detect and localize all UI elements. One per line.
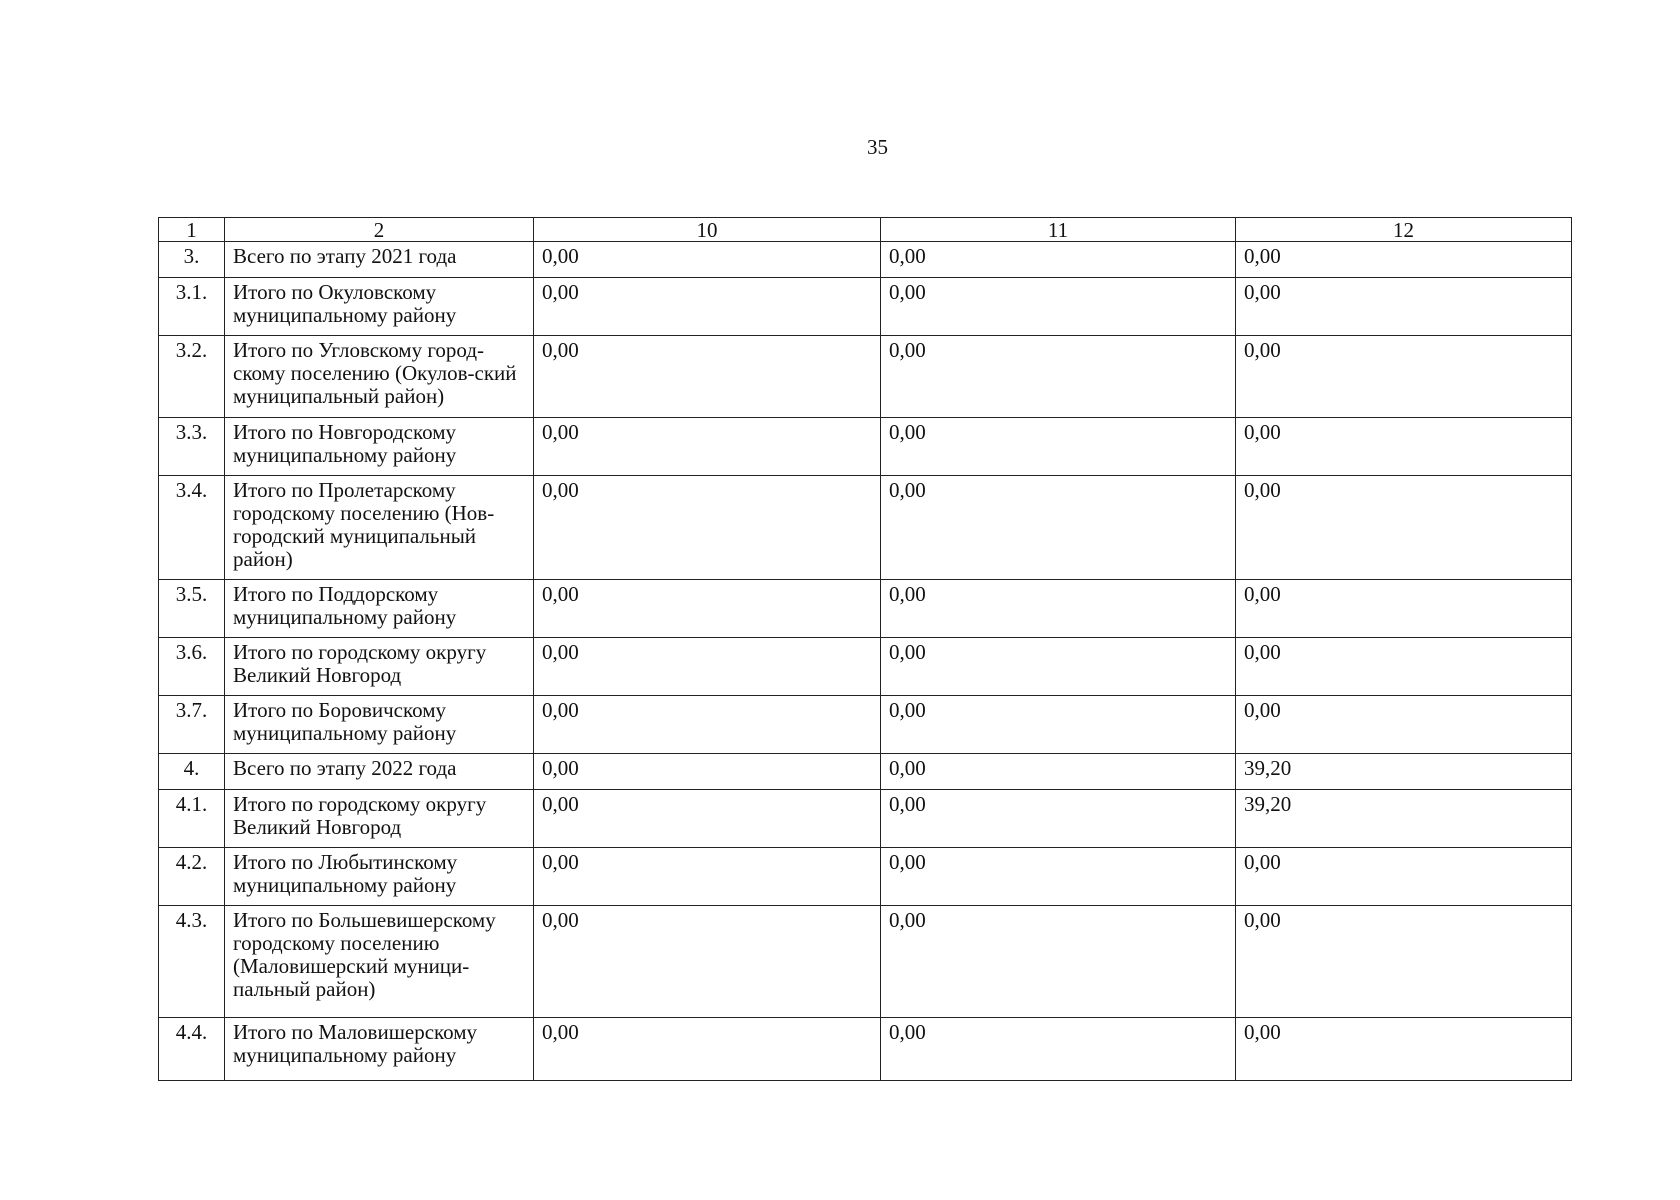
value-col-11: 0,00	[881, 790, 1236, 848]
row-number: 3.1.	[159, 278, 225, 336]
row-number: 4.3.	[159, 906, 225, 1018]
value-col-10: 0,00	[534, 848, 881, 906]
table-row	[159, 418, 1572, 476]
row-number: 3.3.	[159, 418, 225, 476]
value-col-10: 0,00	[534, 418, 881, 476]
row-number: 3.6.	[159, 638, 225, 696]
value-col-11: 0,00	[881, 336, 1236, 418]
value-col-11: 0,00	[881, 638, 1236, 696]
value-col-11: 0,00	[881, 754, 1236, 790]
header-col-10: 10	[534, 218, 881, 242]
value-col-11: 0,00	[881, 242, 1236, 278]
value-col-11: 0,00	[881, 1018, 1236, 1081]
value-col-10: 0,00	[534, 242, 881, 278]
value-col-10: 0,00	[534, 278, 881, 336]
row-name: Итого по Новгородскому муниципальному району	[225, 418, 534, 476]
table-row	[159, 1018, 1572, 1081]
value-col-10: 0,00	[534, 638, 881, 696]
row-name: Итого по Любытинскому муниципальному району	[225, 848, 534, 906]
value-col-12: 39,20	[1236, 790, 1572, 848]
budget-table	[158, 217, 1572, 1081]
row-number: 4.2.	[159, 848, 225, 906]
table-row	[159, 848, 1572, 906]
value-col-12: 39,20	[1236, 754, 1572, 790]
table-row	[159, 638, 1572, 696]
table-row	[159, 906, 1572, 1018]
value-col-12: 0,00	[1236, 418, 1572, 476]
value-col-12: 0,00	[1236, 336, 1572, 418]
row-number: 3.2.	[159, 336, 225, 418]
row-name: Всего по этапу 2022 года	[225, 754, 534, 790]
table-row	[159, 242, 1572, 278]
value-col-11: 0,00	[881, 848, 1236, 906]
row-name: Итого по Окуловскому муниципальному району	[225, 278, 534, 336]
table-row	[159, 278, 1572, 336]
page-number: 35	[867, 135, 888, 159]
value-col-11: 0,00	[881, 278, 1236, 336]
header-col-2: 2	[225, 218, 534, 242]
value-col-10: 0,00	[534, 696, 881, 754]
value-col-12: 0,00	[1236, 242, 1572, 278]
row-number: 4.1.	[159, 790, 225, 848]
table-header-row	[159, 218, 1572, 242]
value-col-11: 0,00	[881, 418, 1236, 476]
value-col-10: 0,00	[534, 476, 881, 580]
value-col-12: 0,00	[1236, 278, 1572, 336]
value-col-11: 0,00	[881, 580, 1236, 638]
table-row	[159, 696, 1572, 754]
value-col-11: 0,00	[881, 476, 1236, 580]
row-name: Итого по Угловскому город-скому поселению (Окулов-ский муниципальный район)	[225, 336, 534, 418]
value-col-10: 0,00	[534, 336, 881, 418]
value-col-12: 0,00	[1236, 848, 1572, 906]
table-row	[159, 580, 1572, 638]
table-row	[159, 336, 1572, 418]
row-name: Итого по Маловишерскому муниципальному району	[225, 1018, 534, 1081]
value-col-12: 0,00	[1236, 696, 1572, 754]
value-col-11: 0,00	[881, 906, 1236, 1018]
row-number: 4.	[159, 754, 225, 790]
value-col-10: 0,00	[534, 906, 881, 1018]
value-col-12: 0,00	[1236, 906, 1572, 1018]
value-col-10: 0,00	[534, 1018, 881, 1081]
row-name: Итого по Пролетарскому городскому поселению (Нов-городский муниципальный район)	[225, 476, 534, 580]
row-name: Итого по городскому округу Великий Новгород	[225, 790, 534, 848]
value-col-12: 0,00	[1236, 580, 1572, 638]
row-name: Итого по Большевишерскому городскому поселению (Маловишерский муници-пальный район)	[225, 906, 534, 1018]
value-col-10: 0,00	[534, 790, 881, 848]
row-name: Итого по Поддорскому муниципальному району	[225, 580, 534, 638]
value-col-12: 0,00	[1236, 638, 1572, 696]
row-number: 3.7.	[159, 696, 225, 754]
row-name: Итого по городскому округу Великий Новгород	[225, 638, 534, 696]
row-number: 3.5.	[159, 580, 225, 638]
value-col-10: 0,00	[534, 580, 881, 638]
row-number: 4.4.	[159, 1018, 225, 1081]
row-number: 3.4.	[159, 476, 225, 580]
header-col-1: 1	[159, 218, 225, 242]
table-row	[159, 476, 1572, 580]
header-col-12: 12	[1236, 218, 1572, 242]
table-row	[159, 754, 1572, 790]
value-col-12: 0,00	[1236, 1018, 1572, 1081]
value-col-11: 0,00	[881, 696, 1236, 754]
row-name: Всего по этапу 2021 года	[225, 242, 534, 278]
header-col-11: 11	[881, 218, 1236, 242]
value-col-12: 0,00	[1236, 476, 1572, 580]
row-name: Итого по Боровичскому муниципальному району	[225, 696, 534, 754]
value-col-10: 0,00	[534, 754, 881, 790]
row-number: 3.	[159, 242, 225, 278]
table-row	[159, 790, 1572, 848]
